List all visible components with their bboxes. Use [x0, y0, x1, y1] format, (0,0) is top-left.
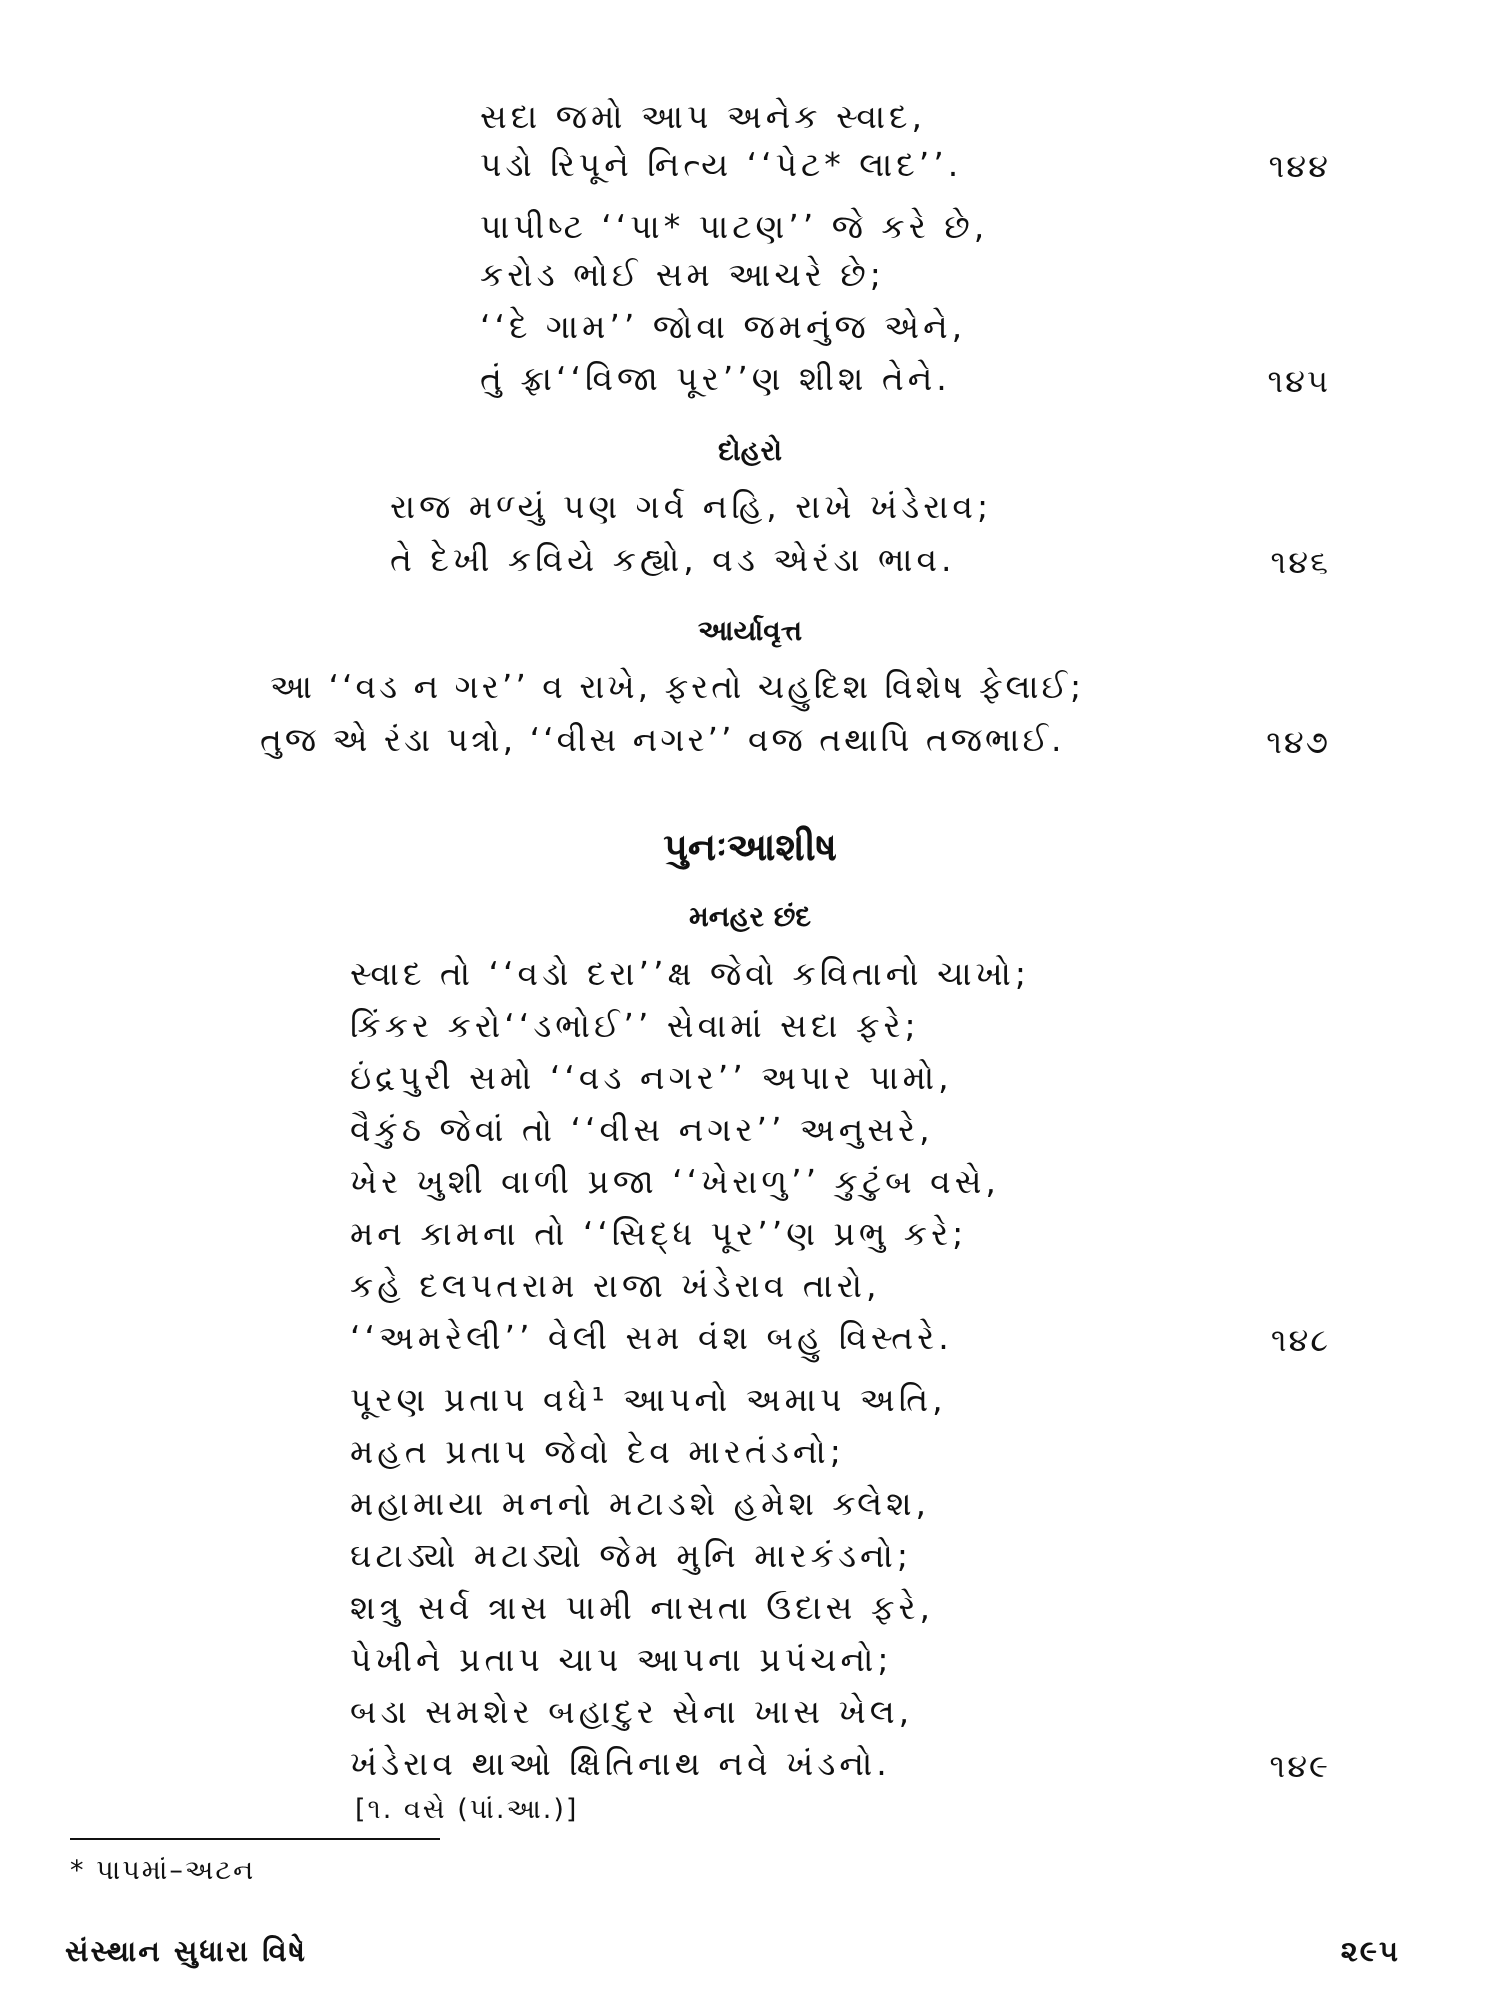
verse-number: ૧૪૪: [1268, 147, 1330, 185]
verse-line: મહામાયા મનનો મટાડશે હમેશ ક્લેશ,: [350, 1484, 931, 1523]
meter-heading: દોહરો: [717, 434, 783, 467]
verse-line: પૂરણ પ્રતાપ વધે¹ આપનો અમાપ અતિ,: [350, 1380, 947, 1419]
editor-note: [૧. વસે (પાં.આ.)]: [355, 1794, 579, 1825]
verse-line: સ્વાદ તો ‘‘વડો દરા’’ક્ષ જેવો કવિતાનો ચાખો;: [350, 954, 1031, 993]
verse-line: ‘‘અમરેલી’’ વેલી સમ વંશ બહુ વિસ્તરે.: [350, 1318, 953, 1357]
verse-number: ૧૪૬: [1270, 543, 1330, 581]
verse-number: ૧૪૫: [1267, 362, 1330, 400]
running-footer-title: સંસ્થાન સુધારા વિષે: [65, 1934, 307, 1968]
meter-heading: મનહર છંદ: [688, 900, 812, 933]
verse-line: તું ફ્રા‘‘વિજા પૂર’’ણ શીશ તેને.: [480, 359, 951, 398]
verse-line: સદા જમો આપ અનેક સ્વાદ,: [480, 97, 926, 136]
verse-line: વૈકુંઠ જેવાં તો ‘‘વીસ નગર’’ અનુસરે,: [350, 1110, 934, 1149]
verse-number: ૧૪૭: [1266, 723, 1330, 761]
verse-line: બડા સમશેર બહાદુર સેના ખાસ ખેલ,: [350, 1692, 914, 1731]
verse-line: મન કામના તો ‘‘સિદ્ધ પૂર’’ણ પ્રભુ કરે;: [350, 1214, 968, 1253]
verse-line: કરોડ ભોઈ સમ આચરે છે;: [480, 255, 885, 294]
footnote: * પાપમાં–અટન: [70, 1855, 256, 1886]
verse-line: આ ‘‘વડ ન ગર’’ વ રાખે, ફરતો ચહુદિશ વિશેષ ફેલાઈ;: [270, 667, 1085, 706]
verse-line: તે દેખી કવિયે કહ્યો, વડ એરંડા ભાવ.: [390, 540, 956, 579]
footnote-divider: [70, 1838, 440, 1840]
verse-line: પડો રિપૂને નિત્ય ‘‘પેટ* લાદ’’.: [480, 145, 963, 184]
verse-line: ‘‘દે ગામ’’ જોવા જમનુંજ એને,: [480, 307, 967, 346]
verse-line: શત્રુ સર્વ ત્રાસ પામી નાસતા ઉદાસ ફરે,: [350, 1588, 935, 1627]
verse-line: રાજ મળ્યું પણ ગર્વ નહિ, રાખે ખંડેરાવ;: [390, 487, 993, 526]
verse-number: ૧૪૯: [1269, 1747, 1330, 1785]
verse-line: કહે દલપતરામ રાજા ખંડેરાવ તારો,: [350, 1266, 881, 1305]
page-number: ૨૯૫: [1340, 1934, 1400, 1968]
verse-line: ખેર ખુશી વાળી પ્રજા ‘‘ખેરાળુ’’ કુટુંબ વસે,: [350, 1162, 1000, 1201]
verse-line: ઇંદ્રપુરી સમો ‘‘વડ નગર’’ અપાર પામો,: [350, 1058, 953, 1097]
verse-line: તુજ એ રંડા પત્રો, ‘‘વીસ નગર’’ વજ તથાપિ તજભાઈ.: [260, 720, 1065, 759]
verse-line: ખંડેરાવ થાઓ ક્ષિતિનાથ નવે ખંડનો.: [350, 1744, 891, 1783]
verse-line: કિંકર કરો‘‘ડભોઈ’’ સેવામાં સદા ફરે;: [350, 1006, 920, 1045]
section-title: પુનઃઆશીષ: [663, 825, 837, 869]
verse-line: મહત પ્રતાપ જેવો દેવ મારતંડનો;: [350, 1432, 845, 1471]
meter-heading: આર્યાવૃત્ત: [697, 614, 803, 647]
verse-line: ઘટાડ્યો મટાડ્યો જેમ મુનિ મારકંડનો;: [350, 1536, 913, 1575]
verse-line: પાપીષ્ટ ‘‘પા* પાટણ’’ જે કરે છે,: [480, 207, 989, 246]
verse-line: પેખીને પ્રતાપ ચાપ આપના પ્રપંચનો;: [350, 1640, 893, 1679]
verse-number: ૧૪૮: [1270, 1321, 1330, 1359]
